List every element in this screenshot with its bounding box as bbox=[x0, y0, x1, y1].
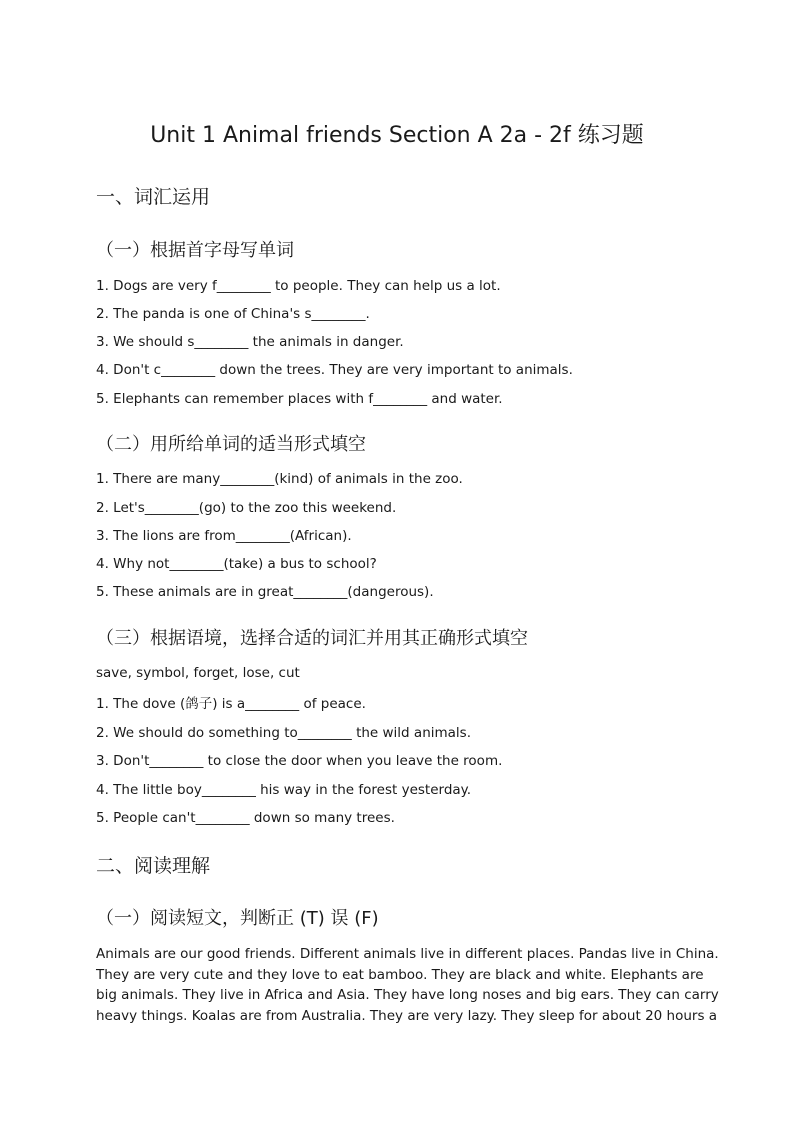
passage-line: heavy things. Koalas are from Australia. They are very lazy. They sleep for about 20 hours a bbox=[96, 1007, 718, 1024]
passage-line: big animals. They live in Africa and Asia. They have long noses and big ears. They can carry bbox=[96, 987, 719, 1003]
section2-heading: （二）用所给单词的适当形式填空 bbox=[96, 434, 366, 455]
context-item-1: 1. The dove (鸽子) is a________ of peace. bbox=[96, 696, 366, 712]
passage-line: Animals are our good friends. Different animals live in different places. Pandas live in China. bbox=[96, 946, 719, 962]
part2-heading: 二、阅读理解 bbox=[96, 855, 211, 877]
vocab-item-1: 1. Dogs are very f________ to people. They can help us a lot. bbox=[96, 278, 501, 294]
form-item-1: 1. There are many________(kind) of animals in the zoo. bbox=[96, 471, 463, 487]
vocab-item-5: 5. Elephants can remember places with f________ and water. bbox=[96, 391, 503, 407]
form-item-2: 2. Let's________(go) to the zoo this weekend. bbox=[96, 500, 397, 516]
word-bank: save, symbol, forget, lose, cut bbox=[96, 665, 300, 681]
form-item-3: 3. The lions are from________(African). bbox=[96, 528, 352, 544]
form-item-5: 5. These animals are in great________(dangerous). bbox=[96, 584, 434, 600]
page-title: Unit 1 Animal friends Section A 2a - 2f 练习题 bbox=[150, 123, 644, 148]
passage-line: They are very cute and they love to eat bamboo. They are black and white. Elephants are bbox=[96, 966, 704, 983]
reading-section-heading: （一）阅读短文，判断正 (T) 误 (F) bbox=[96, 908, 379, 929]
reading-passage bbox=[96, 944, 719, 1026]
section1-heading: （一）根据首字母写单词 bbox=[96, 240, 294, 261]
vocab-item-3: 3. We should s________ the animals in danger. bbox=[96, 334, 404, 350]
part1-heading: 一、词汇运用 bbox=[96, 186, 211, 208]
context-item-5: 5. People can't________ down so many trees. bbox=[96, 810, 395, 826]
context-item-4: 4. The little boy________ his way in the forest yesterday. bbox=[96, 782, 472, 798]
context-item-2: 2. We should do something to________ the wild animals. bbox=[96, 725, 472, 741]
vocab-item-2: 2. The panda is one of China's s________. bbox=[96, 306, 370, 322]
form-item-4: 4. Why not________(take) a bus to school? bbox=[96, 556, 377, 572]
context-item-3: 3. Don't________ to close the door when you leave the room. bbox=[96, 753, 503, 769]
section3-heading: （三）根据语境，选择合适的词汇并用其正确形式填空 bbox=[96, 628, 528, 649]
vocab-item-4: 4. Don't c________ down the trees. They are very important to animals. bbox=[96, 362, 573, 378]
